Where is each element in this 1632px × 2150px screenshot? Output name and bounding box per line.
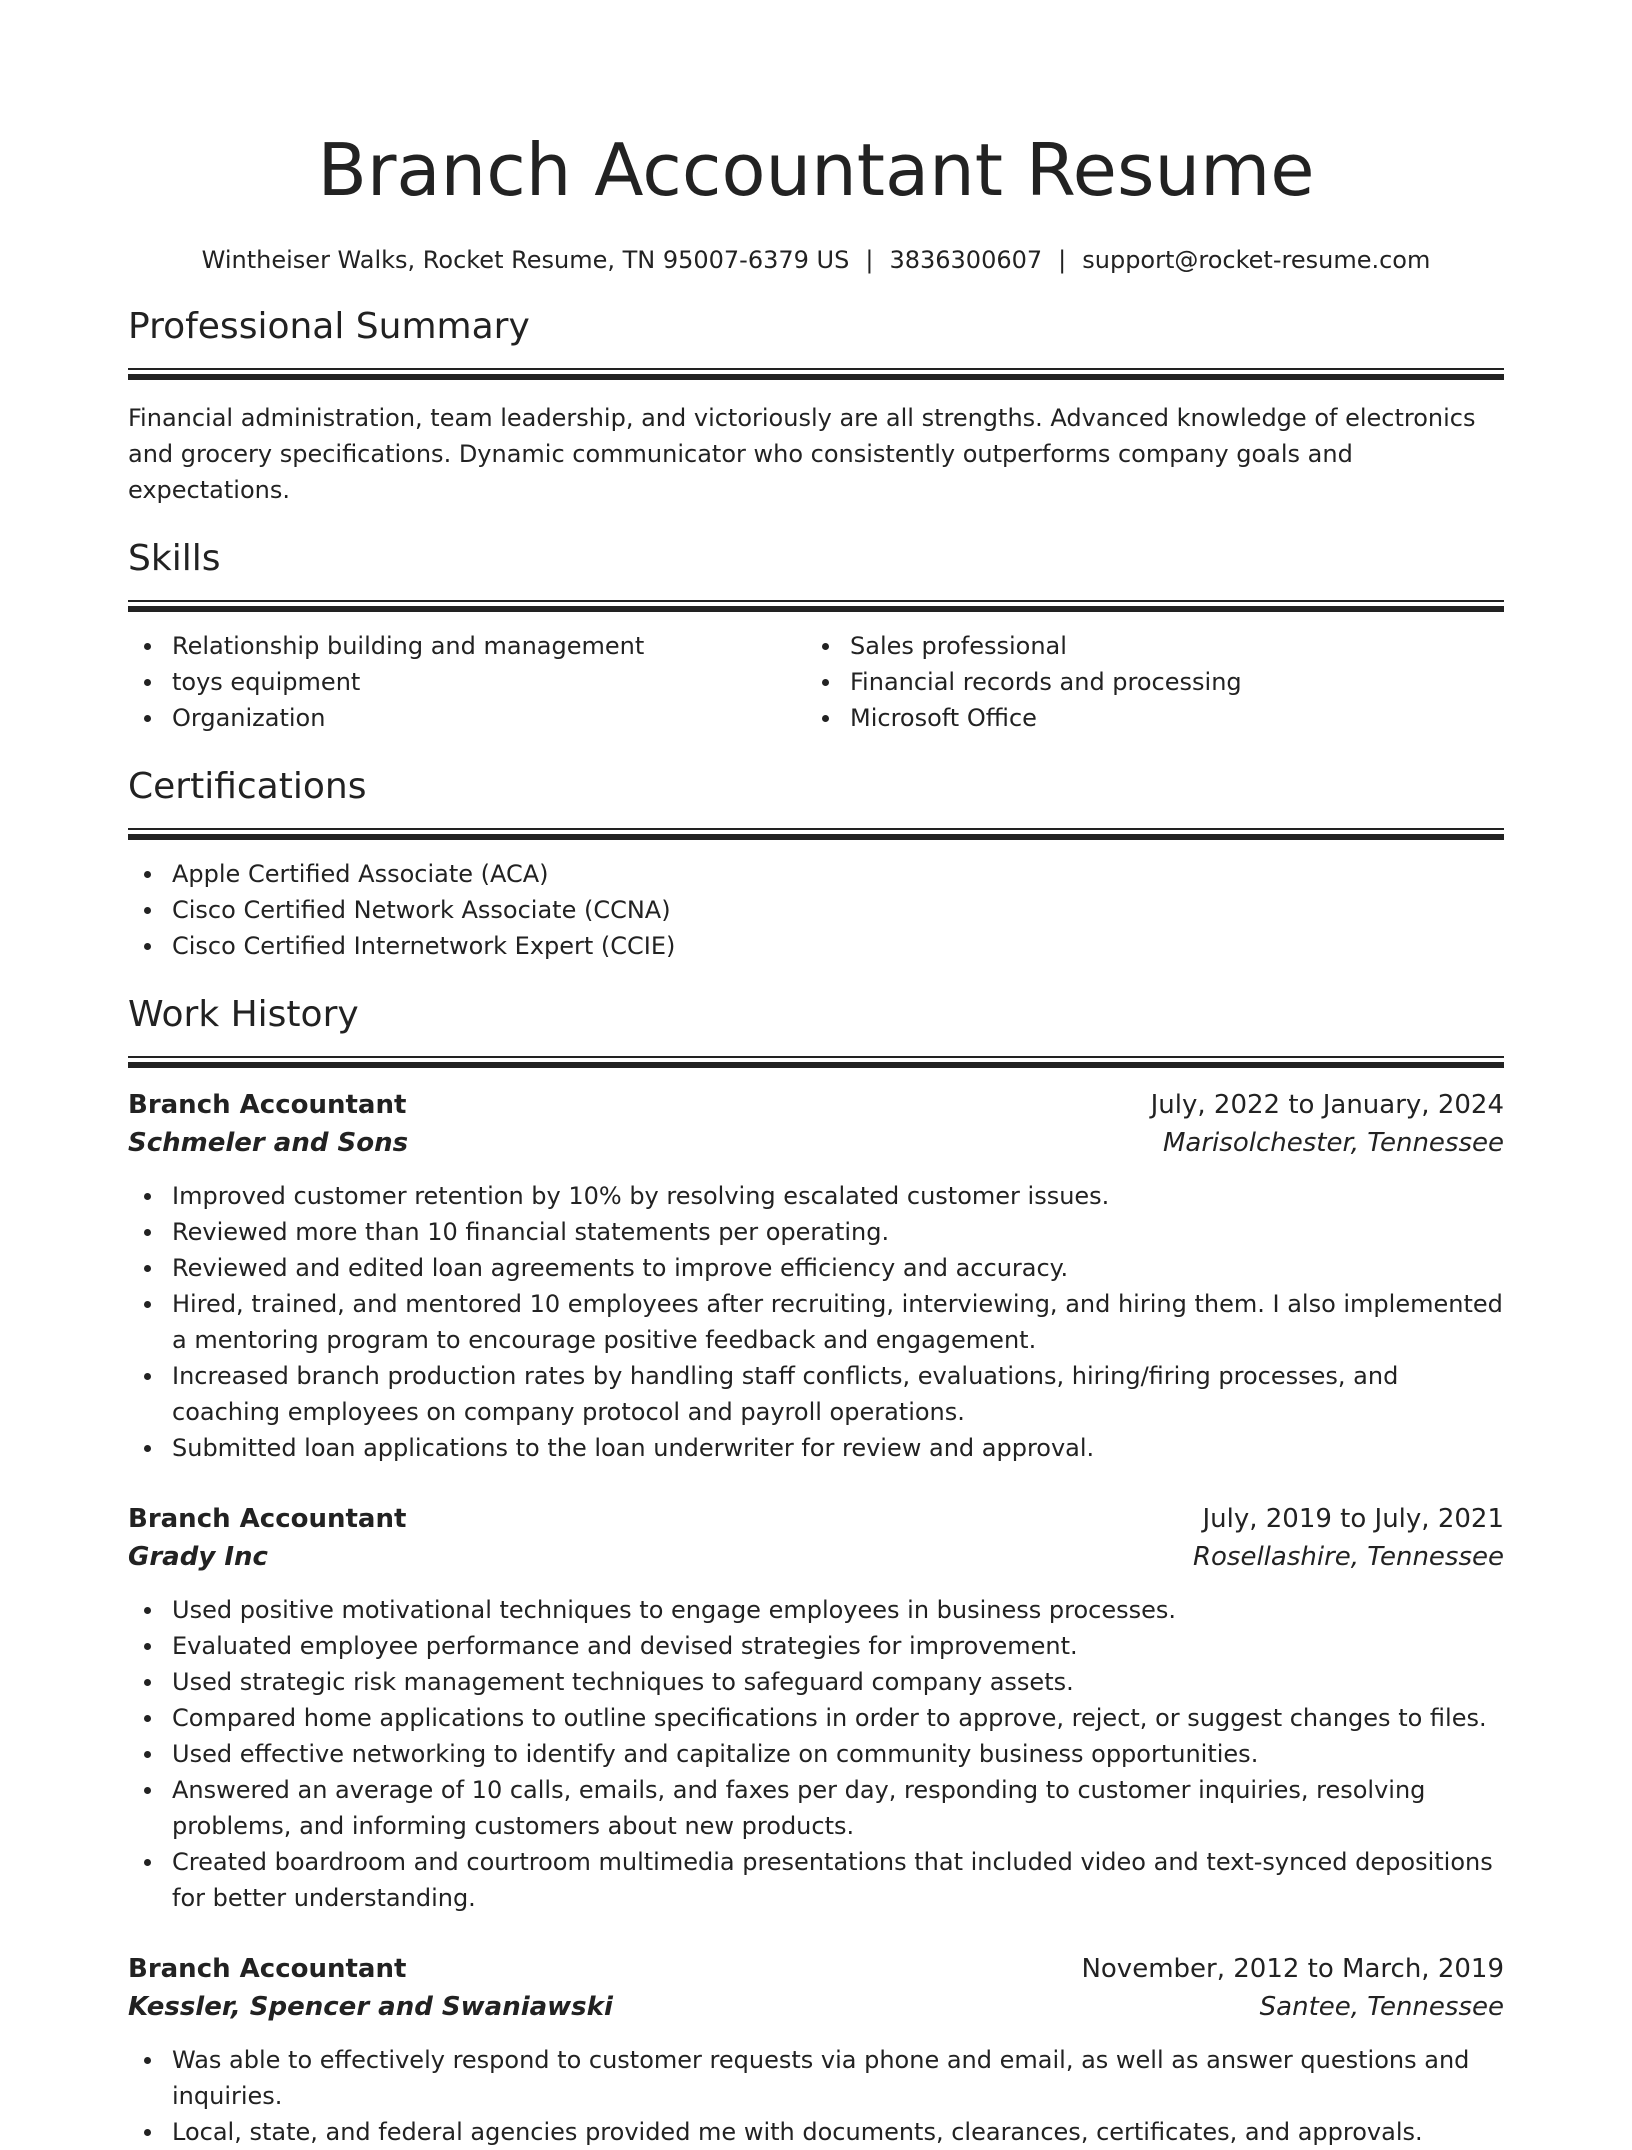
job-bullet: Created boardroom and courtroom multimedia presentations that included video and text-synced depositions for better understanding. (128, 1844, 1504, 1916)
job-dates: November, 2012 to March, 2019 (1081, 1954, 1504, 1984)
skill-item: toys equipment (128, 664, 806, 700)
job-bullets (128, 1592, 1504, 1916)
contact-address: Wintheiser Walks, Rocket Resume, TN 95007-6379 US (201, 246, 850, 274)
job-bullet: Was able to effectively respond to customer requests via phone and email, as well as answer questions and inquiries. (128, 2042, 1504, 2114)
job-location: Santee, Tennessee (1259, 1992, 1504, 2022)
certifications-section-header (128, 764, 1504, 840)
skill-item: Sales professional (806, 628, 1484, 664)
section-divider (128, 368, 1504, 380)
job-title: Branch Accountant (128, 1504, 407, 1534)
section-title-summary: Professional Summary (128, 306, 530, 347)
certification-item: Apple Certified Associate (ACA) (128, 856, 1504, 892)
job-header-row (128, 1086, 1504, 1124)
resume-page (128, 0, 1504, 2150)
skills-list (128, 628, 1504, 736)
work-section-header (128, 992, 1504, 1068)
contact-email: support@rocket-resume.com (1082, 246, 1431, 274)
job-bullet: Reviewed more than 10 financial statements per operating. (128, 1214, 1504, 1250)
job-bullet: Hired, trained, and mentored 10 employees after recruiting, interviewing, and hiring them. I also implemented a mentoring program to encourage positive feedback and engagement. (128, 1286, 1504, 1358)
job-title: Branch Accountant (128, 1090, 407, 1120)
job-company-row (128, 1988, 1504, 2026)
skills-column-left (128, 628, 806, 736)
job-bullet: Local, state, and federal agencies provided me with documents, clearances, certificates, and approvals. (128, 2114, 1504, 2150)
job-entry (128, 1086, 1504, 1466)
job-bullet: Used effective networking to identify and capitalize on community business opportunities. (128, 1736, 1504, 1772)
job-company-row (128, 1538, 1504, 1576)
job-bullet: Used positive motivational techniques to engage employees in business processes. (128, 1592, 1504, 1628)
summary-text: Financial administration, team leadership, and victoriously are all strengths. Advanced knowledge of electronics and grocery specifications. Dynamic communicator who consistently outperforms company goals and expectations. (128, 404, 1476, 504)
skill-item: Relationship building and management (128, 628, 806, 664)
contact-line (128, 244, 1504, 276)
job-company-row (128, 1124, 1504, 1162)
summary-section-header (128, 304, 1504, 380)
skill-item: Organization (128, 700, 806, 736)
section-divider (128, 828, 1504, 840)
job-dates: July, 2022 to January, 2024 (1150, 1090, 1504, 1120)
job-bullets (128, 1178, 1504, 1466)
contact-separator: | (1058, 246, 1067, 274)
job-bullet: Improved customer retention by 10% by resolving escalated customer issues. (128, 1178, 1504, 1214)
skill-item: Financial records and processing (806, 664, 1484, 700)
job-bullet: Used strategic risk management techniques to safeguard company assets. (128, 1664, 1504, 1700)
job-header-row (128, 1500, 1504, 1538)
job-company: Grady Inc (128, 1542, 268, 1572)
contact-phone: 3836300607 (889, 246, 1043, 274)
job-company: Schmeler and Sons (128, 1128, 409, 1158)
job-entry (128, 1500, 1504, 1916)
job-location: Rosellashire, Tennessee (1192, 1542, 1504, 1572)
job-bullet: Reviewed and edited loan agreements to improve efficiency and accuracy. (128, 1250, 1504, 1286)
section-divider (128, 1056, 1504, 1068)
job-entry (128, 1950, 1504, 2150)
job-bullet: Evaluated employee performance and devised strategies for improvement. (128, 1628, 1504, 1664)
job-title: Branch Accountant (128, 1954, 407, 1984)
job-dates: July, 2019 to July, 2021 (1202, 1504, 1504, 1534)
section-title-skills: Skills (128, 538, 221, 579)
job-bullet: Increased branch production rates by handling staff conflicts, evaluations, hiring/firing processes, and coaching employees on company protocol and payroll operations. (128, 1358, 1504, 1430)
resume-title: Branch Accountant Resume (317, 128, 1315, 212)
job-bullet: Compared home applications to outline specifications in order to approve, reject, or suggest changes to files. (128, 1700, 1504, 1736)
job-bullet: Submitted loan applications to the loan underwriter for review and approval. (128, 1430, 1504, 1466)
job-company: Kessler, Spencer and Swaniawski (128, 1992, 613, 2022)
certification-item: Cisco Certified Internetwork Expert (CCIE) (128, 928, 1504, 964)
section-divider (128, 600, 1504, 612)
job-location: Marisolchester, Tennessee (1163, 1128, 1504, 1158)
job-bullets (128, 2042, 1504, 2150)
skills-column-right (806, 628, 1484, 736)
job-bullet: Answered an average of 10 calls, emails, and faxes per day, responding to customer inquiries, resolving problems, and informing customers about new products. (128, 1772, 1504, 1844)
contact-separator: | (865, 246, 874, 274)
certifications-list (128, 856, 1504, 964)
skills-section-header (128, 536, 1504, 612)
skill-item: Microsoft Office (806, 700, 1484, 736)
section-title-certifications: Certifications (128, 766, 367, 807)
job-header-row (128, 1950, 1504, 1988)
certification-item: Cisco Certified Network Associate (CCNA) (128, 892, 1504, 928)
section-title-work: Work History (128, 994, 359, 1035)
